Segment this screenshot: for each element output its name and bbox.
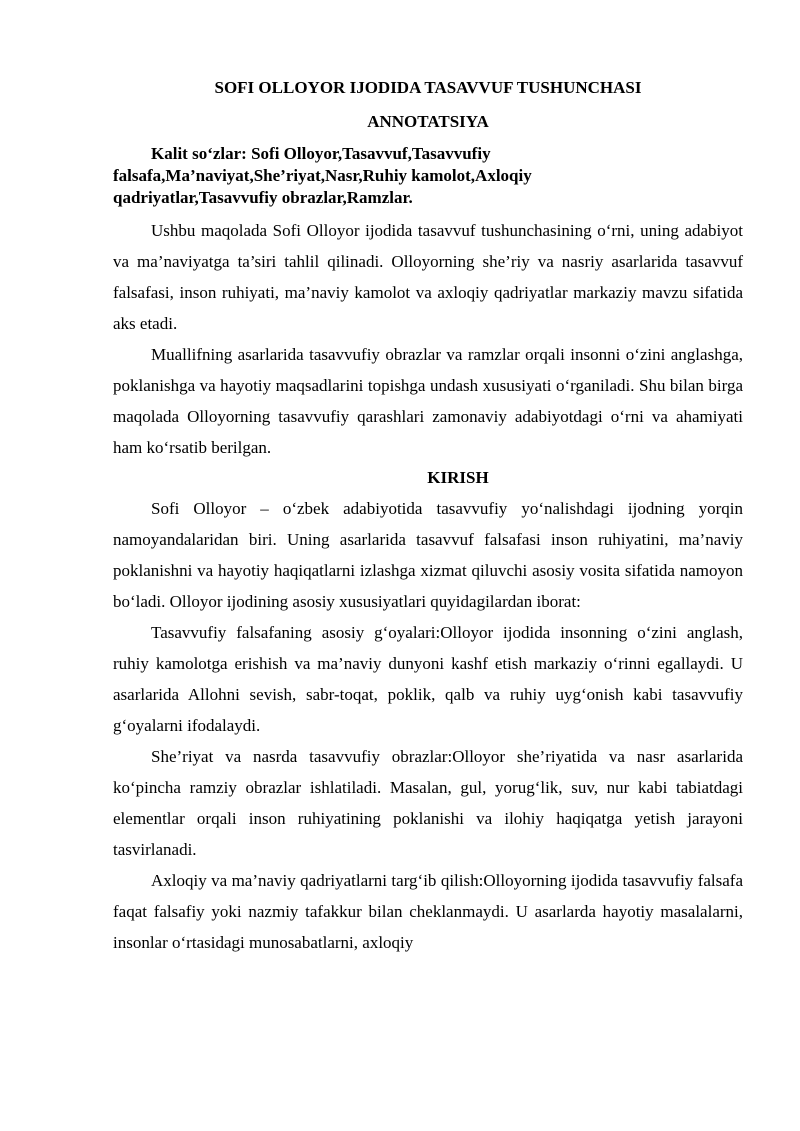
body-paragraph: Axloqiy va ma’naviy qadriyatlarni targ‘ib qilish:Olloyorning ijodida tasavvufiy falsafa faqat falsafiy yoki nazmiy tafakkur bilan cheklanmaydi. U asarlarda hayotiy masalalarni, insonlar o‘rtasidagi munosabatlarni, axloqiy: [113, 871, 743, 952]
body-paragraph: Sofi Olloyor – o‘zbek adabiyotida tasavvufiy yo‘nalishdagi ijodning yorqin namoyandalaridan biri. Uning asarlarida tasavvuf falsafasi inson ruhiyatini, ma’naviy poklanishni va hayotiy haqiqatlarni izlashga xizmat qiluvchi asosiy vosita sifatida namoyon bo‘ladi. Olloyor ijodining asosiy xususiyatlari quyidagilardan iborat:: [113, 499, 743, 611]
abstract-paragraph: Muallifning asarlarida tasavvufiy obrazlar va ramzlar orqali insonni o‘zini anglashga, poklanishga va hayotiy maqsadlarini topishga undash xususiyati o‘rganiladi. Shu bilan birga maqolada Olloyorning tasavvufiy qarashlari zamonaviy adabiyotdagi o‘rni va ahamiyati ham ko‘rsatib berilgan.: [113, 345, 743, 457]
section-heading-introduction: KIRISH: [427, 468, 489, 487]
body-paragraph: She’riyat va nasrda tasavvufiy obrazlar:Olloyor she’riyatida va nasr asarlarida ko‘pincha ramziy obrazlar ishlatiladi. Masalan, gul, yorug‘lik, suv, nur kabi tabiatdagi elementlar orqali inson ruhiyatining poklanishi va ilohiy haqiqatga yetish jarayoni tasvirlanadi.: [113, 747, 743, 859]
annotation-heading: ANNOTATSIYA: [367, 112, 489, 131]
body-paragraph: Tasavvufiy falsafaning asosiy g‘oyalari:Olloyor ijodida insonning o‘zini anglash, ruhiy kamolotga erishish va ma’naviy dunyoni kashf etish markaziy o‘rinni egallaydi. U asarlarida Allohni sevish, sabr-toqat, poklik, qalb va ruhiy uyg‘onish kabi tasavvufiy g‘oyalarni ifodalaydi.: [113, 623, 743, 735]
abstract-paragraph: Ushbu maqolada Sofi Olloyor ijodida tasavvuf tushunchasining o‘rni, uning adabiyot va ma’naviyatga ta’siri tahlil qilinadi. Olloyorning she’riy va nasriy asarlarida tasavvuf falsafasi, inson ruhiyati, ma’naviy kamolot va axloqiy qadriyatlar markaziy mavzu sifatida aks etadi.: [113, 221, 743, 333]
keywords-line: Kalit so‘zlar: Sofi Olloyor,Tasavvuf,Tasavvufiy falsafa,Ma’naviyat,She’riyat,Nasr,Ruhiy kamolot,Axloqiy qadriyatlar,Tasavvufiy obrazlar,Ramzlar.: [113, 144, 532, 207]
document-title: SOFI OLLOYOR IJODIDA TASAVVUF TUSHUNCHASI: [214, 78, 642, 97]
